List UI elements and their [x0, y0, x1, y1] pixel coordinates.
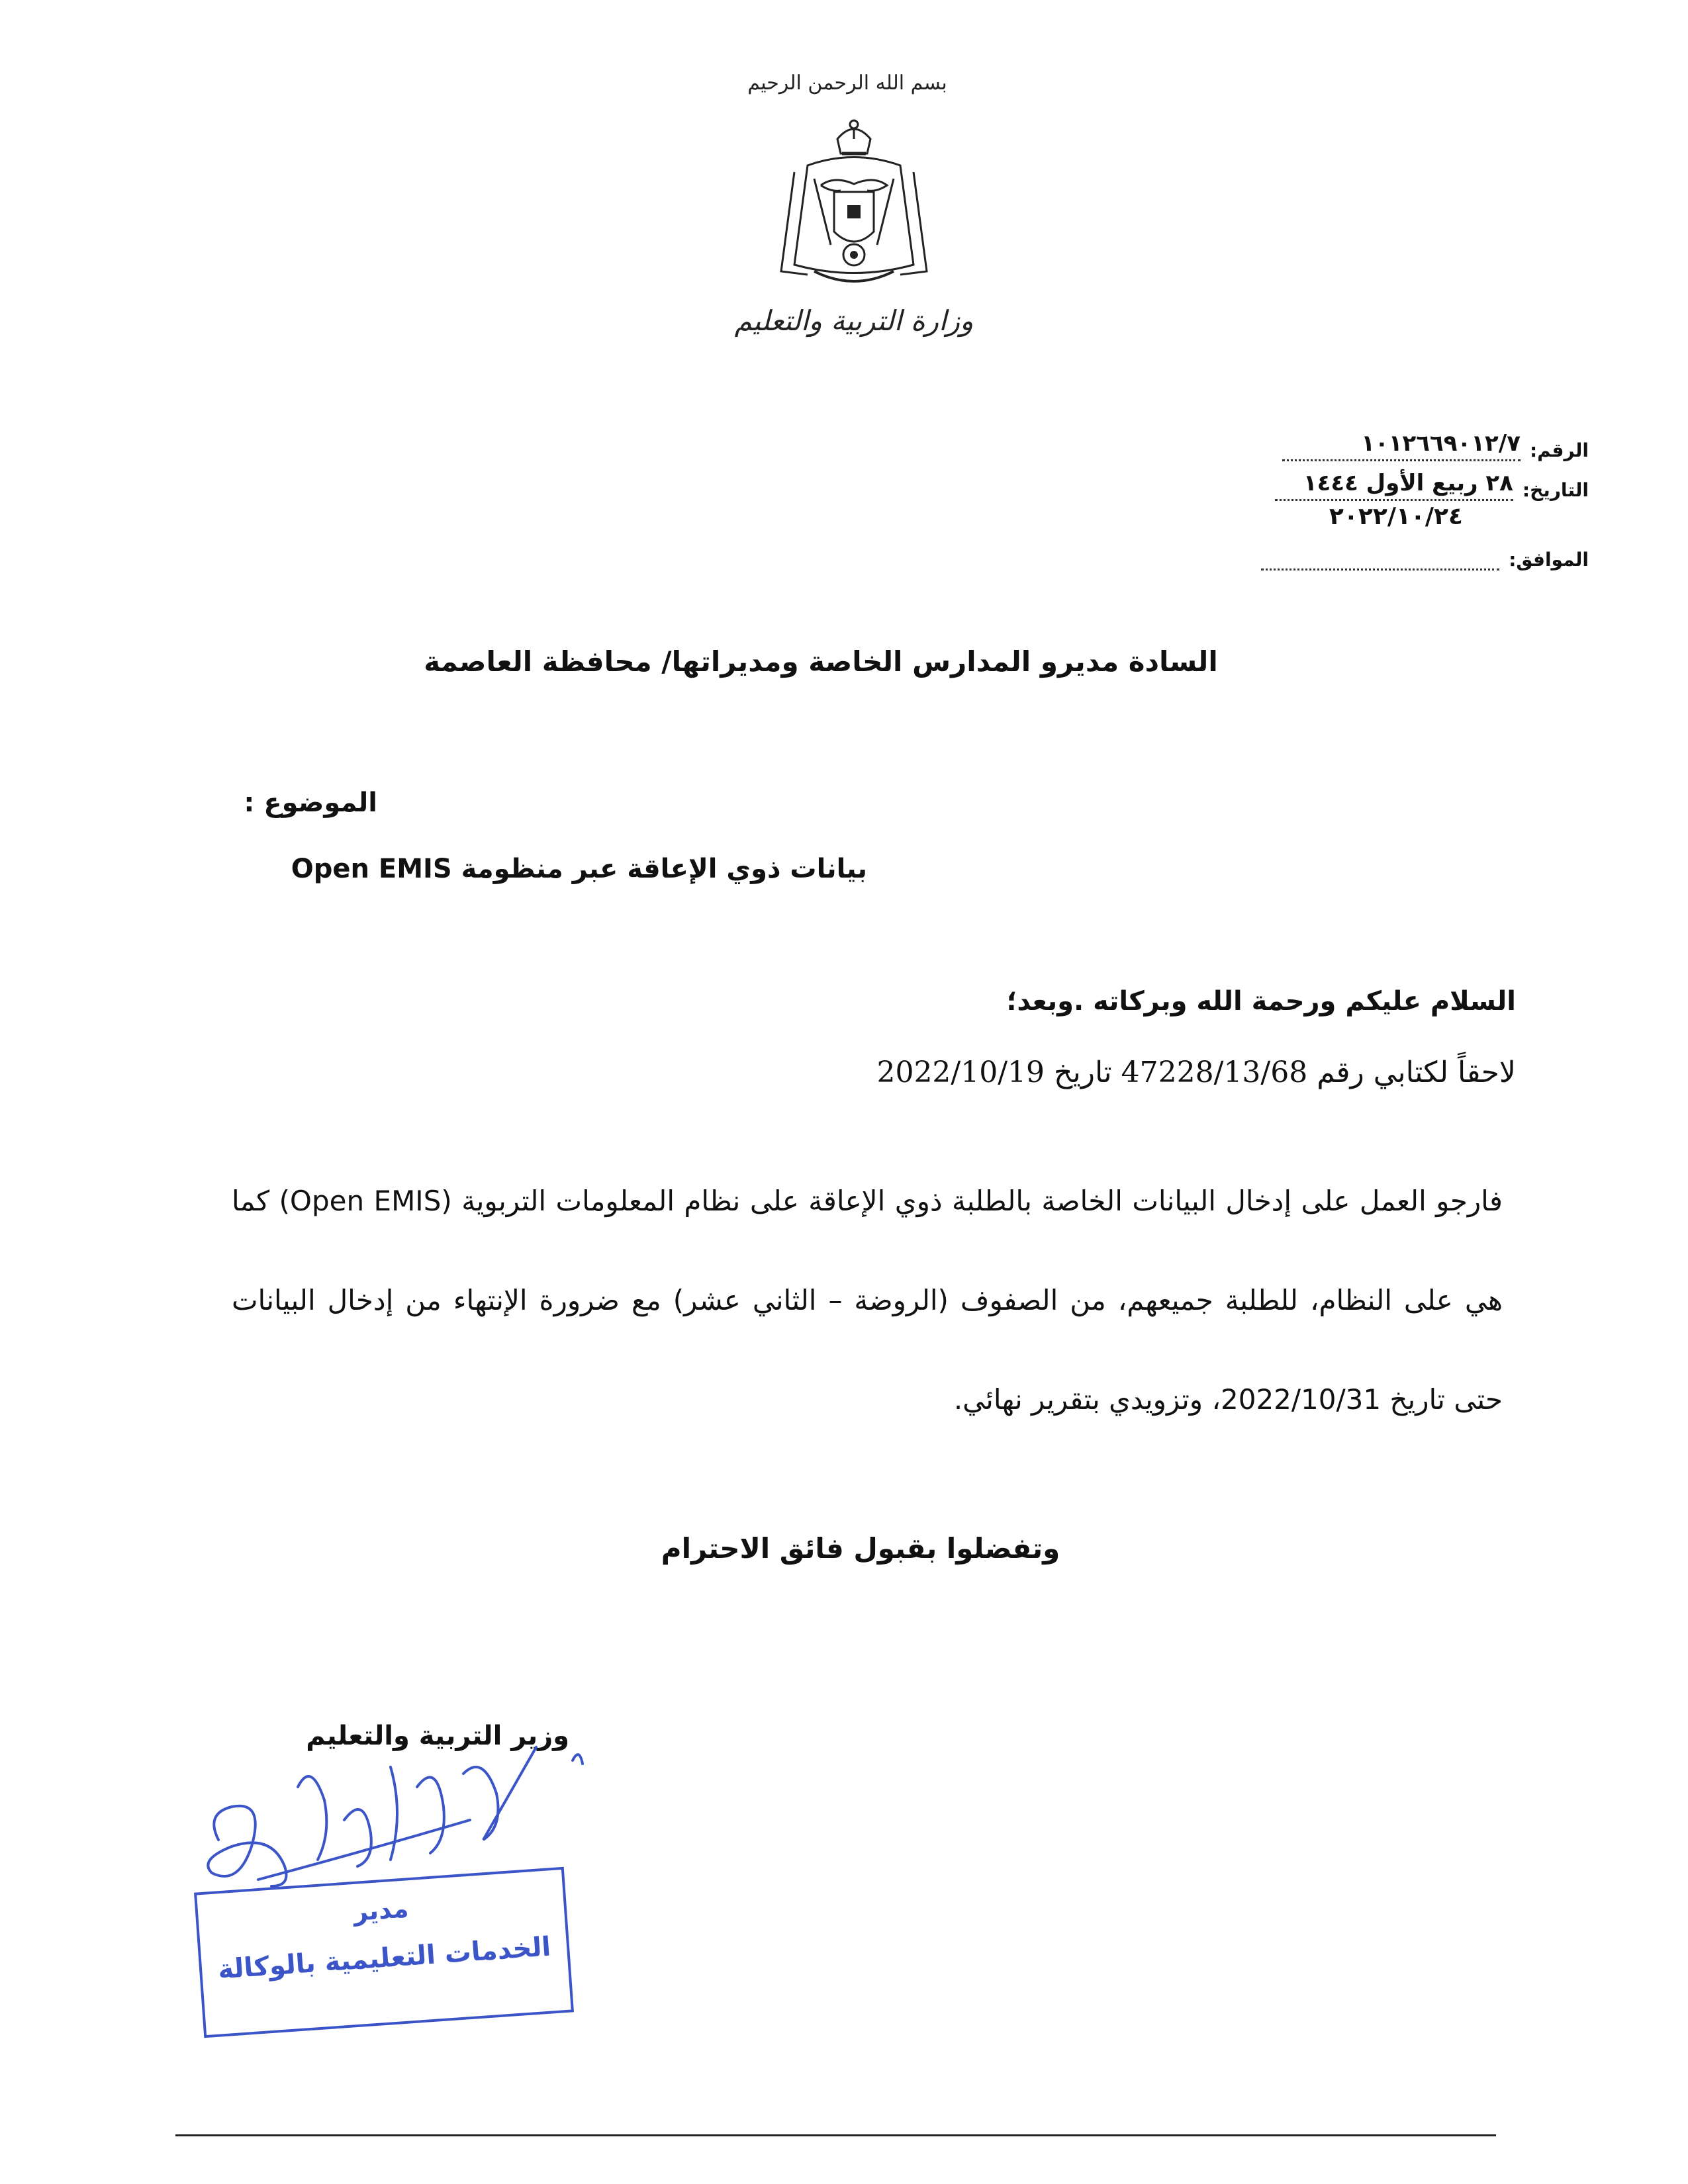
- reference-number-row: [1282, 430, 1589, 461]
- stamp-line-2: الخدمات التعليمية بالوكالة: [216, 1931, 552, 1985]
- body-paragraph: فارجو العمل على إدخال البيانات الخاصة بالطلبة ذوي الإعاقة على نظام المعلومات التربوية (Open EMIS) كما هي على النظام، للطلبة جميعهم، من الصفوف (الروضة – الثاني عشر) مع ضرورة الإنتهاء من إدخال البيانات حتى تاريخ 2022/10/31، وتزويدي بتقرير نهائي.: [232, 1185, 1503, 1416]
- subject-label: الموضوع :: [244, 788, 377, 818]
- reference-date-label: التاريخ:: [1522, 479, 1589, 501]
- corresponding-value: [1261, 539, 1499, 570]
- reference-date-row: [1275, 470, 1589, 501]
- greeting: السلام عليكم ورحمة الله وبركاته .وبعد؛: [1006, 986, 1516, 1017]
- footer-divider: [175, 2134, 1496, 2136]
- stamp-line-1: مدير: [352, 1893, 410, 1927]
- closing-line: وتفضلوا بقبول فائق الاحترام: [661, 1532, 1060, 1565]
- official-stamp: [194, 1867, 574, 2038]
- hijri-date: ٢٨ ربيع الأول ١٤٤٤: [1275, 470, 1513, 501]
- basmala-calligraphy: بسم الله الرحمن الرحيم: [747, 71, 947, 95]
- gregorian-date: ٢٠٢٢/١٠/٢٤: [1329, 503, 1463, 530]
- reference-block: [1086, 417, 1589, 582]
- corresponding-row: [1261, 539, 1589, 570]
- ministry-name: وزارة التربية والتعليم: [734, 304, 974, 337]
- addressee: السادة مديرو المدارس الخاصة ومديراتها/ محافظة العاصمة: [424, 645, 1218, 678]
- reference-number-label: الرقم:: [1529, 439, 1589, 461]
- followup-line: لاحقاً لكتابي رقم 47228/13/68 تاريخ 2022/10/19: [876, 1056, 1516, 1089]
- subject-text: بيانات ذوي الإعاقة عبر منظومة Open EMIS: [291, 854, 867, 884]
- reference-number-value: ١٠١٢٦٦٩٠١٢/٧: [1282, 430, 1521, 461]
- corresponding-label: الموافق:: [1509, 549, 1589, 570]
- coat-of-arms-icon: [768, 113, 940, 298]
- signatory-title: وزير التربية والتعليم: [306, 1721, 569, 1751]
